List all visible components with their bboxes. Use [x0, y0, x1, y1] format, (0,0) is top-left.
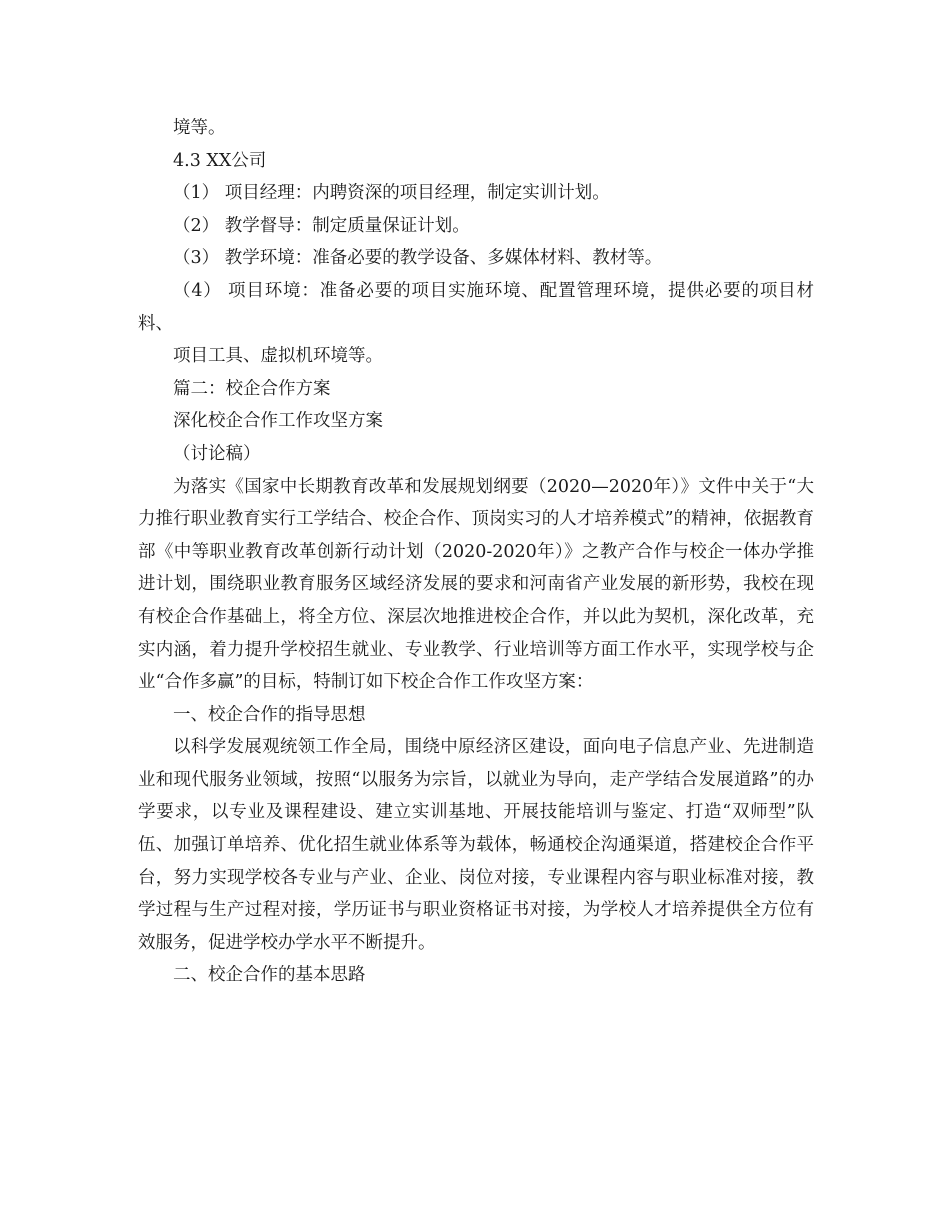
- list-item-teaching-supervisor: （2） 教学督导：制定质量保证计划。: [173, 215, 470, 236]
- plan-title: 深化校企合作工作攻坚方案: [173, 411, 383, 432]
- paragraph-guiding-ideology: 以科学发展观统领工作全局，围绕中原经济区建设，面向电子信息产业、先进制造业和现代服务业领域，按照“以服务为宗旨，以就业为导向，走产学结合发展道路”的办学要求，以专业及课程建设、建立实训基地、开展技能培训与鉴定、打造“双师型”队伍、加强订单培养、优化招生就业体系等为载体，畅通校企沟通渠道，搭建校企合作平台，努力实现学校各专业与产业、企业、岗位对接，专业课程内容与职业标准对接，教学过程与生产过程对接，学历证书与职业资格证书对接，为学校人才培养提供全方位有效服务，促进学校办学水平不断提升。: [138, 737, 814, 953]
- list-item-teaching-environment: （3） 教学环境：准备必要的教学设备、多媒体材料、教材等。: [173, 248, 663, 269]
- list-item-project-manager: （1） 项目经理：内聘资深的项目经理，制定实训计划。: [173, 183, 610, 204]
- plan-subtitle: （讨论稿）: [173, 443, 261, 464]
- list-item-project-environment: （4） 项目环境：准备必要的项目实施环境、配置管理环境，提供必要的项目材料、: [138, 280, 814, 334]
- document-body: [138, 112, 814, 992]
- chapter-heading: 篇二：校企合作方案: [173, 378, 331, 399]
- paragraph-project-tools: 项目工具、虚拟机环境等。: [173, 346, 383, 367]
- section-heading-4-3: 4.3 XX公司: [173, 150, 267, 171]
- section-heading-guiding-ideology: 一、校企合作的指导思想: [173, 704, 366, 725]
- section-heading-basic-approach: 二、校企合作的基本思路: [173, 965, 366, 986]
- paragraph-continuation: 境等。: [173, 118, 226, 138]
- paragraph-intro: 为落实《国家中长期教育改革和发展规划纲要（2020—2020年）》文件中关于“大力推行职业教育实行工学结合、校企合作、顶岗实习的人才培养模式”的精神，依据教育部《中等职业教育改革创新行动计划（2020-2020年）》之教产合作与校企一体办学推进计划，围绕职业教育服务区域经济发展的要求和河南省产业发展的新形势，我校在现有校企合作基础上，将全方位、深层次地推进校企合作，并以此为契机，深化改革，充实内涵，着力提升学校招生就业、专业教学、行业培训等方面工作水平，实现学校与企业“合作多赢”的目标，特制订如下校企合作工作攻坚方案：: [138, 476, 814, 693]
